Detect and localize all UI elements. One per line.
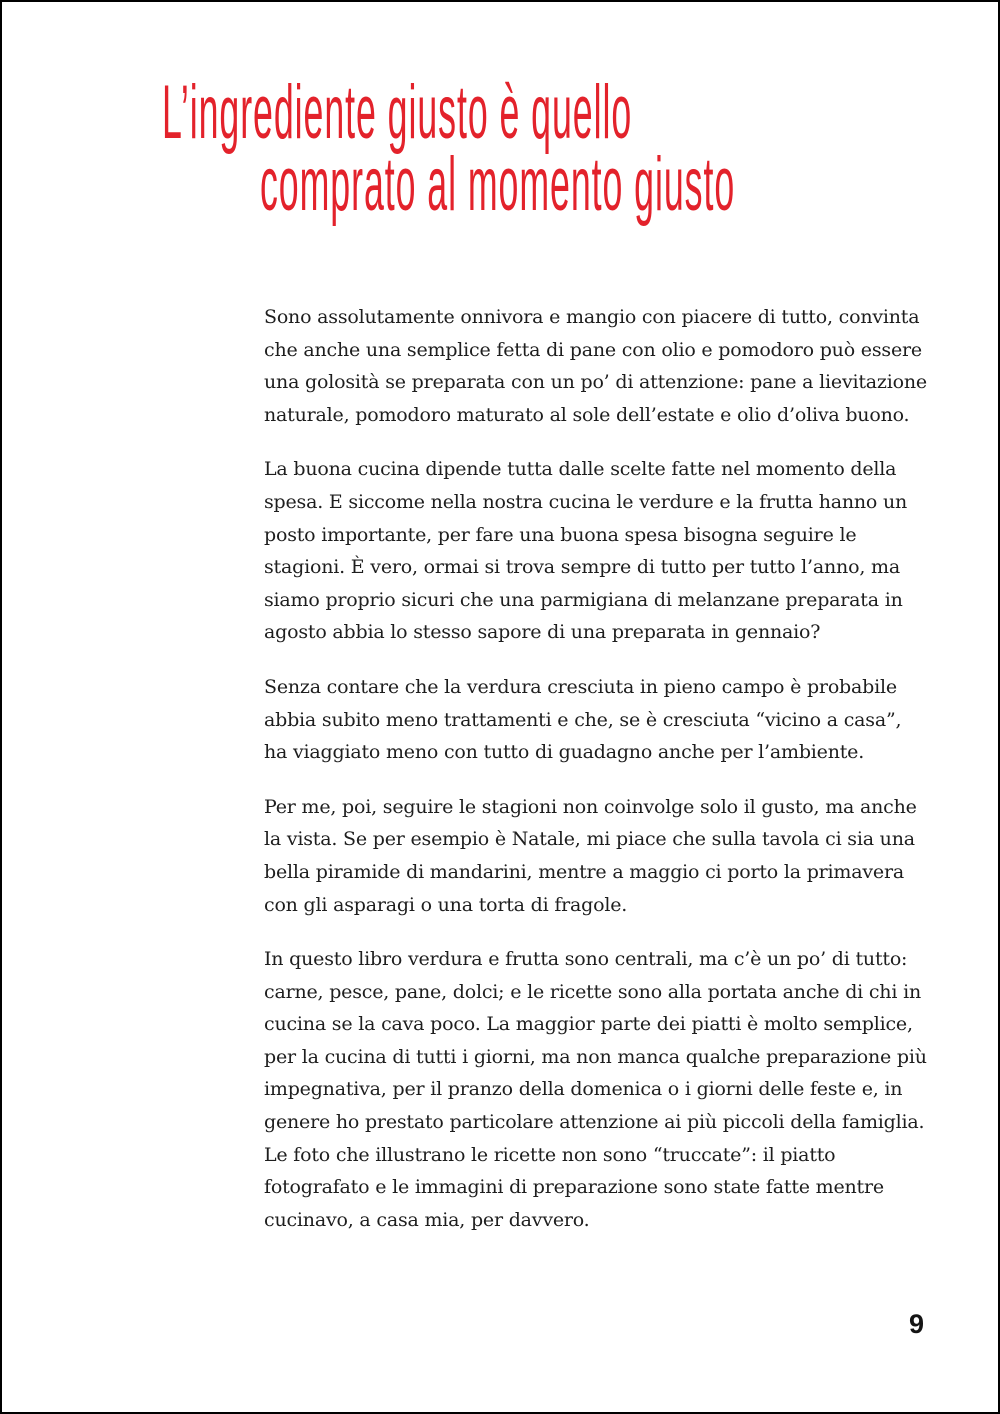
chapter-title-line2: comprato al momento giusto — [260, 142, 736, 227]
paragraph-5: In questo libro verdura e frutta sono centrali, ma c’è un po’ di tutto: carne, pesce, pane, dolci; e le ricette sono alla portata anche di chi in cucina se la cava poco. La maggior parte dei piatti è molto semplice, per la cucina di tutti i giorni, ma non manca qualche preparazione più impegnativa, per il pranzo della domenica o i giorni delle feste e, in genere ho prestato particolare attenzione ai più piccoli della famiglia. Le foto che illustrano le ricette non sono “truccate”: il piatto fotografato e le immagini di preparazione sono state fatte mentre cucinavo, a casa mia, per davvero. — [264, 948, 927, 1231]
chapter-title-line1: L’ingrediente giusto è quello — [162, 70, 633, 155]
paragraph-3: Senza contare che la verdura cresciuta in pieno campo è probabile abbia subito meno trattamenti e che, se è cresciuta “vicino a casa”, ha viaggiato meno con tutto di guadagno anche per l’ambiente. — [264, 675, 902, 764]
page-number: 9 — [908, 1309, 924, 1339]
body-text — [264, 301, 929, 1258]
paragraph-2: La buona cucina dipende tutta dalle scelte fatte nel momento della spesa. E siccome nella nostra cucina le verdure e la frutta hanno un posto importante, per fare una buona spesa bisogna seguire le stagioni. È vero, ormai si trova sempre di tutto per tutto l’anno, ma siamo proprio sicuri che una parmigiana di melanzane preparata in agosto abbia lo stesso sapore di una preparata in gennaio? — [264, 458, 908, 644]
paragraph-4: Per me, poi, seguire le stagioni non coinvolge solo il gusto, ma anche la vista. Se per esempio è Natale, mi piace che sulla tavola ci sia una bella piramide di mandarini, mentre a maggio ci porto la primavera con gli asparagi o una torta di fragole. — [264, 795, 917, 916]
chapter-title — [0, 70, 1000, 227]
paragraph-1: Sono assolutamente onnivora e mangio con piacere di tutto, convinta che anche una semplice fetta di pane con olio e pomodoro può essere una golosità se preparata con un po’ di attenzione: pane a lievitazione naturale, pomodoro maturato al sole dell’estate e olio d’oliva buono. — [264, 306, 927, 426]
